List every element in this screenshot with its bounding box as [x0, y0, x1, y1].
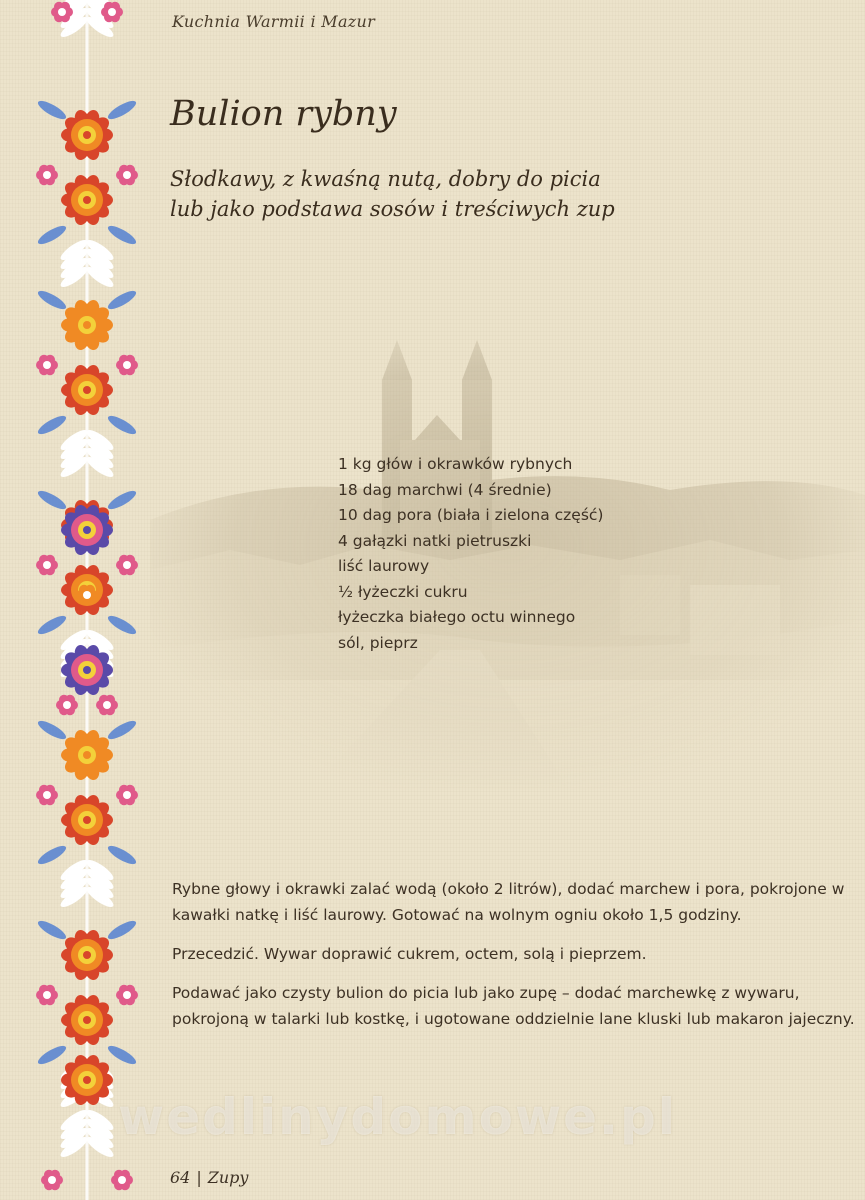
ingredient-item: łyżeczka białego octu winnego [338, 608, 576, 626]
preparation-steps [172, 876, 862, 1045]
recipe-subtitle [170, 164, 810, 224]
leaf-icon [36, 613, 69, 638]
method-paragraph: Rybne głowy i okrawki zalać wodą (około 2 litrów), dodać marchew i pora, pokrojone w kawałki natkę i liść laurowy. Gotować na wolnym ogniu około 1,5 godziny. [172, 880, 845, 924]
leaf-icon [36, 98, 69, 123]
ingredient-item: ½ łyżeczki cukru [338, 582, 468, 601]
small-flower-icon [111, 1170, 133, 1190]
ingredient-item: liść laurowy [338, 557, 430, 575]
folk-flower-icon [61, 928, 113, 982]
leaf-icon [106, 98, 139, 123]
ingredient-item: 10 dag pora (biała i zielona część) [338, 506, 604, 524]
leaf-icon [106, 288, 139, 313]
subtitle-line: Słodkawy, z kwaśną nutą, dobry do picia [170, 167, 601, 191]
recipe-title: Bulion rybny [170, 94, 397, 134]
leaf-icon [36, 288, 69, 313]
leaf-icon [106, 413, 139, 438]
leaf-icon [36, 488, 69, 513]
method-paragraph: Podawać jako czysty bulion do picia lub jako zupę – dodać marchewkę z wywaru, pokrojoną w talarki lub kostkę, i ugotowane oddzielnie lane kluski lub makaron jajeczny. [172, 984, 855, 1028]
method-paragraph: Przecedzić. Wywar doprawić cukrem, octem, solą i pieprzem. [172, 945, 647, 963]
leaf-icon [106, 718, 139, 743]
folk-flower-border [22, 0, 152, 1200]
ingredients-list [338, 452, 603, 656]
section-name: Zupy [207, 1168, 249, 1187]
leaf-icon [36, 843, 69, 868]
folk-flower-icon [61, 993, 113, 1047]
small-flower-icon [36, 555, 58, 575]
folk-flower-icon [61, 298, 113, 352]
small-flower-icon [116, 985, 138, 1005]
folk-flower-icon [61, 363, 113, 417]
ingredient-item: sól, pieprz [338, 633, 418, 652]
leaf-icon [36, 1043, 69, 1068]
small-flower-icon [116, 355, 138, 375]
small-flower-icon [116, 165, 138, 185]
small-flower-icon [56, 695, 78, 715]
leaf-icon [36, 223, 69, 248]
watermark: wedlinydomowe.pl [118, 1088, 677, 1146]
small-flower-icon [36, 165, 58, 185]
page-number: 64 [170, 1168, 191, 1187]
folk-flower-icon [61, 793, 113, 847]
folk-flower-icon [61, 173, 113, 227]
leaf-icon [106, 488, 139, 513]
small-flower-icon [36, 785, 58, 805]
subtitle-line: lub jako podstawa sosów i treściwych zup [170, 197, 615, 221]
small-flower-icon [41, 1170, 63, 1190]
ingredient-item: 1 kg głów i okrawków rybnych [338, 455, 573, 473]
ingredient-item: 18 dag marchwi (4 średnie) [338, 480, 552, 499]
leaf-icon [106, 1043, 139, 1068]
folk-flower-icon [61, 728, 113, 782]
small-flower-icon [36, 355, 58, 375]
leaf-icon [36, 718, 69, 743]
page-footer [170, 1168, 248, 1187]
leaf-icon [36, 918, 69, 943]
small-flower-icon [96, 695, 118, 715]
folk-flower-icon [61, 108, 113, 162]
footer-separator: | [196, 1168, 202, 1187]
ingredient-item: 4 gałązki natki pietruszki [338, 531, 532, 550]
leaf-icon [106, 613, 139, 638]
leaf-icon [36, 413, 69, 438]
small-flower-icon [116, 555, 138, 575]
leaf-icon [106, 843, 139, 868]
small-flower-icon [116, 785, 138, 805]
leaf-icon [106, 223, 139, 248]
leaf-icon [106, 918, 139, 943]
small-flower-icon [36, 985, 58, 1005]
running-header: Kuchnia Warmii i Mazur [172, 12, 376, 31]
